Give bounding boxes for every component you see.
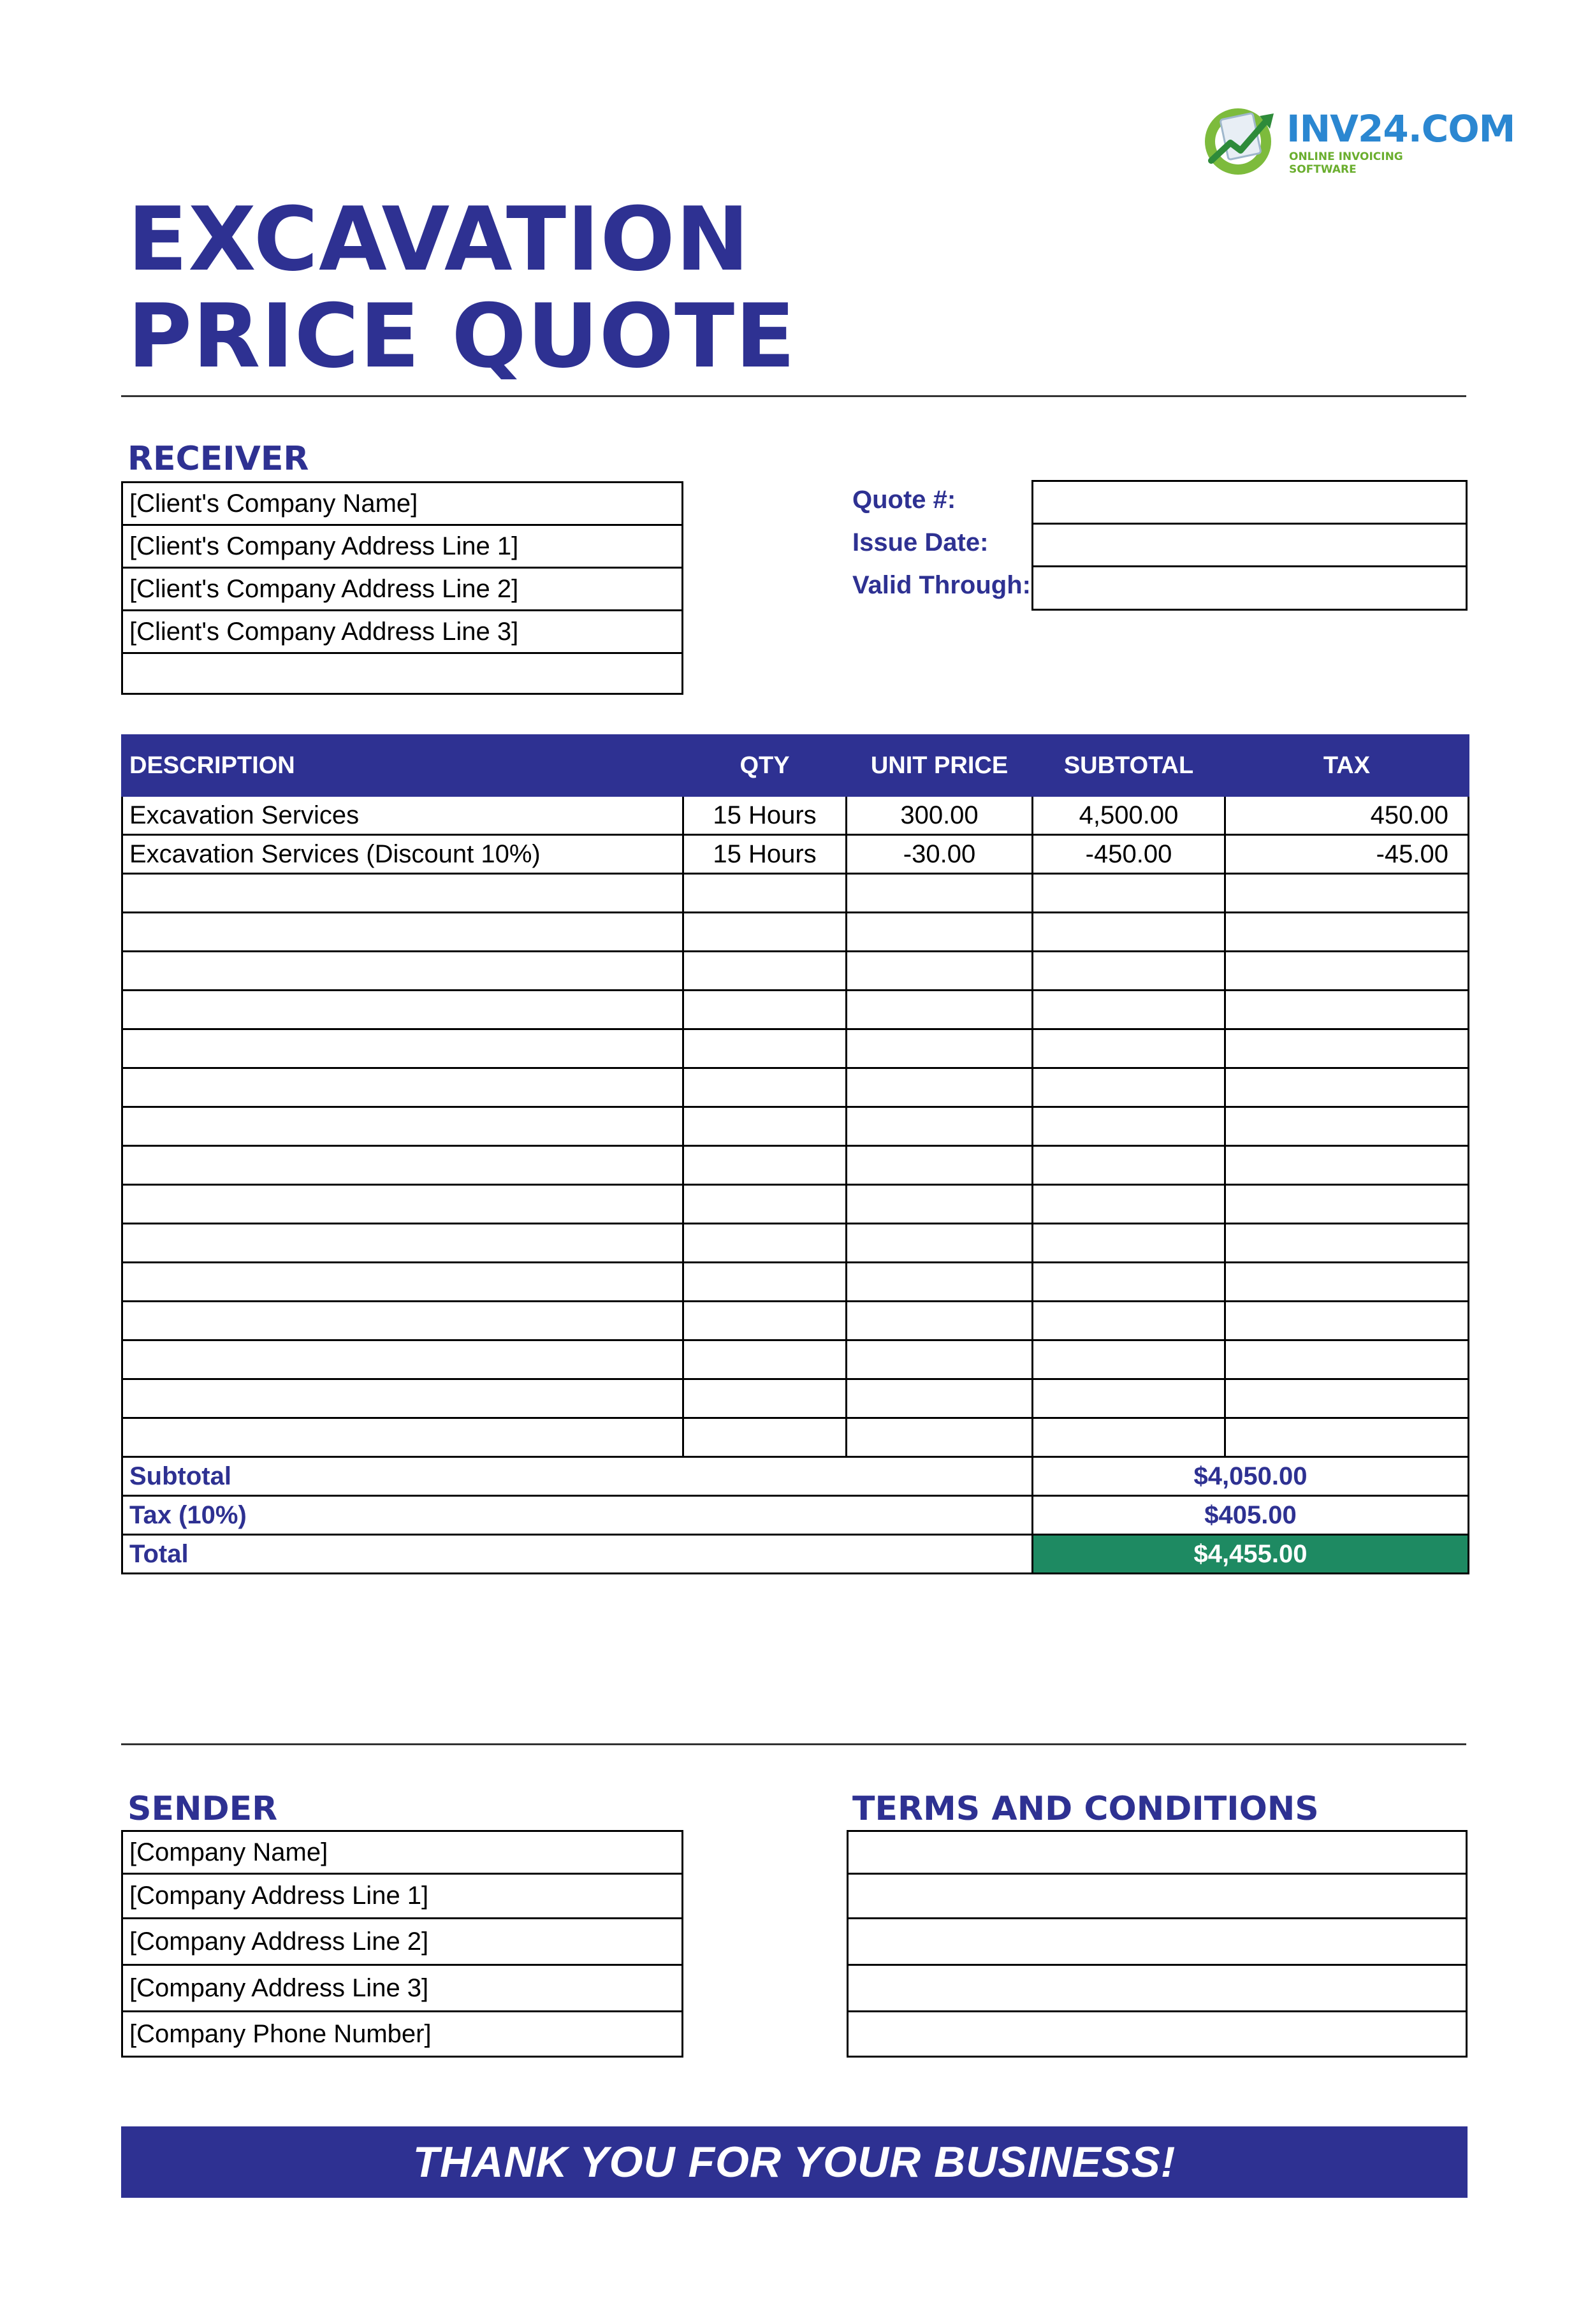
total-row bbox=[122, 1535, 1469, 1574]
table-row bbox=[122, 1185, 1469, 1224]
cell-description[interactable] bbox=[122, 1224, 683, 1263]
table-row bbox=[122, 1302, 1469, 1340]
table-row bbox=[122, 913, 1469, 952]
total-label: Total bbox=[122, 1535, 1033, 1574]
cell-tax[interactable] bbox=[1225, 1263, 1469, 1302]
table-row bbox=[122, 1068, 1469, 1107]
cell-qty[interactable] bbox=[683, 1340, 847, 1379]
quote-number-field[interactable] bbox=[1033, 482, 1466, 525]
cell-description[interactable] bbox=[122, 1263, 683, 1302]
cell-subtotal[interactable] bbox=[1033, 913, 1225, 952]
cell-subtotal[interactable] bbox=[1033, 991, 1225, 1029]
tax-row bbox=[122, 1496, 1469, 1535]
cell-tax[interactable] bbox=[1225, 874, 1469, 913]
cell-description[interactable] bbox=[122, 991, 683, 1029]
cell-qty[interactable] bbox=[683, 1146, 847, 1185]
cell-qty[interactable] bbox=[683, 1302, 847, 1340]
cell-description[interactable] bbox=[122, 1029, 683, 1068]
cell-description[interactable] bbox=[122, 1302, 683, 1340]
cell-description[interactable] bbox=[122, 1185, 683, 1224]
terms-line[interactable] bbox=[849, 2012, 1466, 2056]
cell-qty[interactable] bbox=[683, 1029, 847, 1068]
cell-tax[interactable] bbox=[1225, 1224, 1469, 1263]
line-items-table bbox=[121, 734, 1469, 1574]
cell-description[interactable] bbox=[122, 1379, 683, 1418]
terms-line[interactable] bbox=[849, 1966, 1466, 2012]
cell-subtotal[interactable] bbox=[1033, 952, 1225, 991]
cell-unit-price[interactable] bbox=[847, 1146, 1033, 1185]
title-line-1: EXCAVATION bbox=[127, 188, 750, 291]
table-row bbox=[122, 1146, 1469, 1185]
cell-qty[interactable] bbox=[683, 1107, 847, 1146]
cell-qty[interactable] bbox=[683, 1379, 847, 1418]
table-row bbox=[122, 1340, 1469, 1379]
total-value: $4,455.00 bbox=[1033, 1535, 1469, 1574]
header-qty: QTY bbox=[683, 736, 847, 796]
cell-subtotal[interactable] bbox=[1033, 1263, 1225, 1302]
logo-tagline: ONLINE INVOICING SOFTWARE bbox=[1289, 150, 1403, 176]
logo-name: INV24.COM bbox=[1286, 107, 1515, 150]
table-header-row bbox=[122, 736, 1469, 796]
cell-description[interactable] bbox=[122, 1340, 683, 1379]
cell-qty[interactable] bbox=[683, 991, 847, 1029]
receiver-fields bbox=[121, 481, 683, 695]
cell-unit-price[interactable] bbox=[847, 1418, 1033, 1457]
divider-top bbox=[121, 395, 1466, 397]
cell-subtotal[interactable] bbox=[1033, 1146, 1225, 1185]
cell-subtotal[interactable] bbox=[1033, 1418, 1225, 1457]
quote-number-label: Quote #: bbox=[852, 486, 956, 514]
cell-subtotal[interactable] bbox=[1033, 1224, 1225, 1263]
sender-phone-number[interactable]: [Company Phone Number] bbox=[129, 2019, 432, 2048]
cell-unit-price[interactable] bbox=[847, 1340, 1033, 1379]
tax-label: Tax (10%) bbox=[122, 1496, 1033, 1535]
cell-tax[interactable] bbox=[1225, 991, 1469, 1029]
cell-tax[interactable]: -45.00 bbox=[1225, 835, 1469, 874]
issue-date-field[interactable] bbox=[1033, 525, 1466, 567]
sender-address-line-3[interactable]: [Company Address Line 3] bbox=[123, 1966, 681, 2012]
cell-subtotal[interactable] bbox=[1033, 1107, 1225, 1146]
terms-line[interactable] bbox=[849, 1919, 1466, 1966]
cell-subtotal[interactable] bbox=[1033, 1302, 1225, 1340]
cell-qty[interactable] bbox=[683, 1185, 847, 1224]
cell-subtotal[interactable]: 4,500.00 bbox=[1033, 796, 1225, 835]
table-row bbox=[122, 1029, 1469, 1068]
table-row bbox=[122, 796, 1469, 835]
subtotal-row bbox=[122, 1457, 1469, 1496]
cell-unit-price[interactable] bbox=[847, 1263, 1033, 1302]
valid-through-label: Valid Through: bbox=[852, 571, 1031, 599]
cell-unit-price[interactable] bbox=[847, 1185, 1033, 1224]
cell-tax[interactable] bbox=[1225, 1302, 1469, 1340]
cell-subtotal[interactable] bbox=[1033, 1029, 1225, 1068]
table-row bbox=[122, 1263, 1469, 1302]
cell-unit-price[interactable]: 300.00 bbox=[847, 796, 1033, 835]
cell-tax[interactable]: 450.00 bbox=[1225, 796, 1469, 835]
page-title bbox=[127, 188, 796, 388]
cell-unit-price[interactable] bbox=[847, 1107, 1033, 1146]
cell-qty[interactable] bbox=[683, 874, 847, 913]
issue-date-label: Issue Date: bbox=[852, 528, 989, 556]
logo-icon bbox=[1198, 102, 1281, 178]
cell-description[interactable] bbox=[122, 1418, 683, 1457]
cell-unit-price[interactable] bbox=[847, 1029, 1033, 1068]
cell-description[interactable] bbox=[122, 913, 683, 952]
cell-qty[interactable] bbox=[683, 952, 847, 991]
receiver-address-line-1[interactable]: [Client's Company Address Line 1] bbox=[123, 526, 681, 569]
table-row bbox=[122, 952, 1469, 991]
table-row bbox=[122, 1379, 1469, 1418]
sender-company-name[interactable]: [Company Name] bbox=[123, 1832, 681, 1875]
cell-subtotal[interactable]: -450.00 bbox=[1033, 835, 1225, 874]
cell-unit-price[interactable] bbox=[847, 1379, 1033, 1418]
terms-label: TERMS AND CONDITIONS bbox=[852, 1790, 1319, 1828]
valid-through-field[interactable] bbox=[1033, 567, 1466, 609]
cell-description[interactable] bbox=[122, 1068, 683, 1107]
table-row bbox=[122, 991, 1469, 1029]
cell-unit-price[interactable] bbox=[847, 1068, 1033, 1107]
receiver-address-line-2[interactable]: [Client's Company Address Line 2] bbox=[123, 569, 681, 611]
logo bbox=[1198, 102, 1515, 178]
cell-description[interactable] bbox=[122, 952, 683, 991]
header-subtotal: SUBTOTAL bbox=[1033, 736, 1225, 796]
cell-subtotal[interactable] bbox=[1033, 874, 1225, 913]
cell-tax[interactable] bbox=[1225, 1068, 1469, 1107]
cell-qty[interactable]: 15 Hours bbox=[683, 796, 847, 835]
subtotal-label: Subtotal bbox=[122, 1457, 1033, 1496]
title-line-2: PRICE QUOTE bbox=[127, 285, 796, 388]
cell-tax[interactable] bbox=[1225, 1029, 1469, 1068]
sender-label: SENDER bbox=[127, 1790, 278, 1828]
cell-tax[interactable] bbox=[1225, 1146, 1469, 1185]
cell-unit-price[interactable] bbox=[847, 874, 1033, 913]
receiver-company-name[interactable]: [Client's Company Name] bbox=[123, 483, 681, 526]
cell-qty[interactable]: 15 Hours bbox=[683, 835, 847, 874]
cell-unit-price[interactable] bbox=[847, 991, 1033, 1029]
table-row bbox=[122, 874, 1469, 913]
cell-tax[interactable] bbox=[1225, 1418, 1469, 1457]
cell-unit-price[interactable] bbox=[847, 1302, 1033, 1340]
cell-tax[interactable] bbox=[1225, 1379, 1469, 1418]
cell-subtotal[interactable] bbox=[1033, 1340, 1225, 1379]
cell-description[interactable] bbox=[122, 1107, 683, 1146]
sender-address-line-1[interactable]: [Company Address Line 1] bbox=[123, 1875, 681, 1919]
cell-tax[interactable] bbox=[1225, 952, 1469, 991]
cell-subtotal[interactable] bbox=[1033, 1068, 1225, 1107]
receiver-extra-line[interactable] bbox=[123, 654, 681, 693]
cell-tax[interactable] bbox=[1225, 913, 1469, 952]
cell-qty[interactable] bbox=[683, 913, 847, 952]
cell-description[interactable]: Excavation Services bbox=[122, 796, 683, 835]
quote-meta-fields bbox=[1031, 480, 1468, 611]
cell-qty[interactable] bbox=[683, 1418, 847, 1457]
terms-line[interactable] bbox=[849, 1875, 1466, 1919]
divider-bottom bbox=[121, 1743, 1466, 1745]
cell-unit-price[interactable] bbox=[847, 1224, 1033, 1263]
cell-description[interactable] bbox=[122, 1146, 683, 1185]
cell-unit-price[interactable] bbox=[847, 913, 1033, 952]
cell-unit-price[interactable] bbox=[847, 952, 1033, 991]
cell-description[interactable] bbox=[122, 874, 683, 913]
table-row bbox=[122, 1418, 1469, 1457]
cell-qty[interactable] bbox=[683, 1263, 847, 1302]
terms-line[interactable] bbox=[849, 1832, 1466, 1875]
subtotal-value: $4,050.00 bbox=[1033, 1457, 1469, 1496]
cell-qty[interactable] bbox=[683, 1068, 847, 1107]
cell-qty[interactable] bbox=[683, 1224, 847, 1263]
cell-subtotal[interactable] bbox=[1033, 1185, 1225, 1224]
receiver-label: RECEIVER bbox=[127, 440, 309, 478]
terms-fields bbox=[847, 1830, 1468, 2058]
table-row bbox=[122, 1224, 1469, 1263]
sender-fields bbox=[121, 1830, 683, 2058]
cell-tax[interactable] bbox=[1225, 1340, 1469, 1379]
cell-subtotal[interactable] bbox=[1033, 1379, 1225, 1418]
cell-description[interactable]: Excavation Services (Discount 10%) bbox=[122, 835, 683, 874]
table-row bbox=[122, 835, 1469, 874]
receiver-address-line-3[interactable]: [Client's Company Address Line 3] bbox=[123, 611, 681, 654]
cell-tax[interactable] bbox=[1225, 1185, 1469, 1224]
thank-you-banner: THANK YOU FOR YOUR BUSINESS! bbox=[121, 2126, 1468, 2198]
header-description: DESCRIPTION bbox=[122, 736, 683, 796]
table-row bbox=[122, 1107, 1469, 1146]
tax-value: $405.00 bbox=[1033, 1496, 1469, 1535]
cell-unit-price[interactable]: -30.00 bbox=[847, 835, 1033, 874]
header-unit-price: UNIT PRICE bbox=[847, 736, 1033, 796]
cell-tax[interactable] bbox=[1225, 1107, 1469, 1146]
header-tax: TAX bbox=[1225, 736, 1469, 796]
sender-address-line-2[interactable]: [Company Address Line 2] bbox=[123, 1919, 681, 1966]
